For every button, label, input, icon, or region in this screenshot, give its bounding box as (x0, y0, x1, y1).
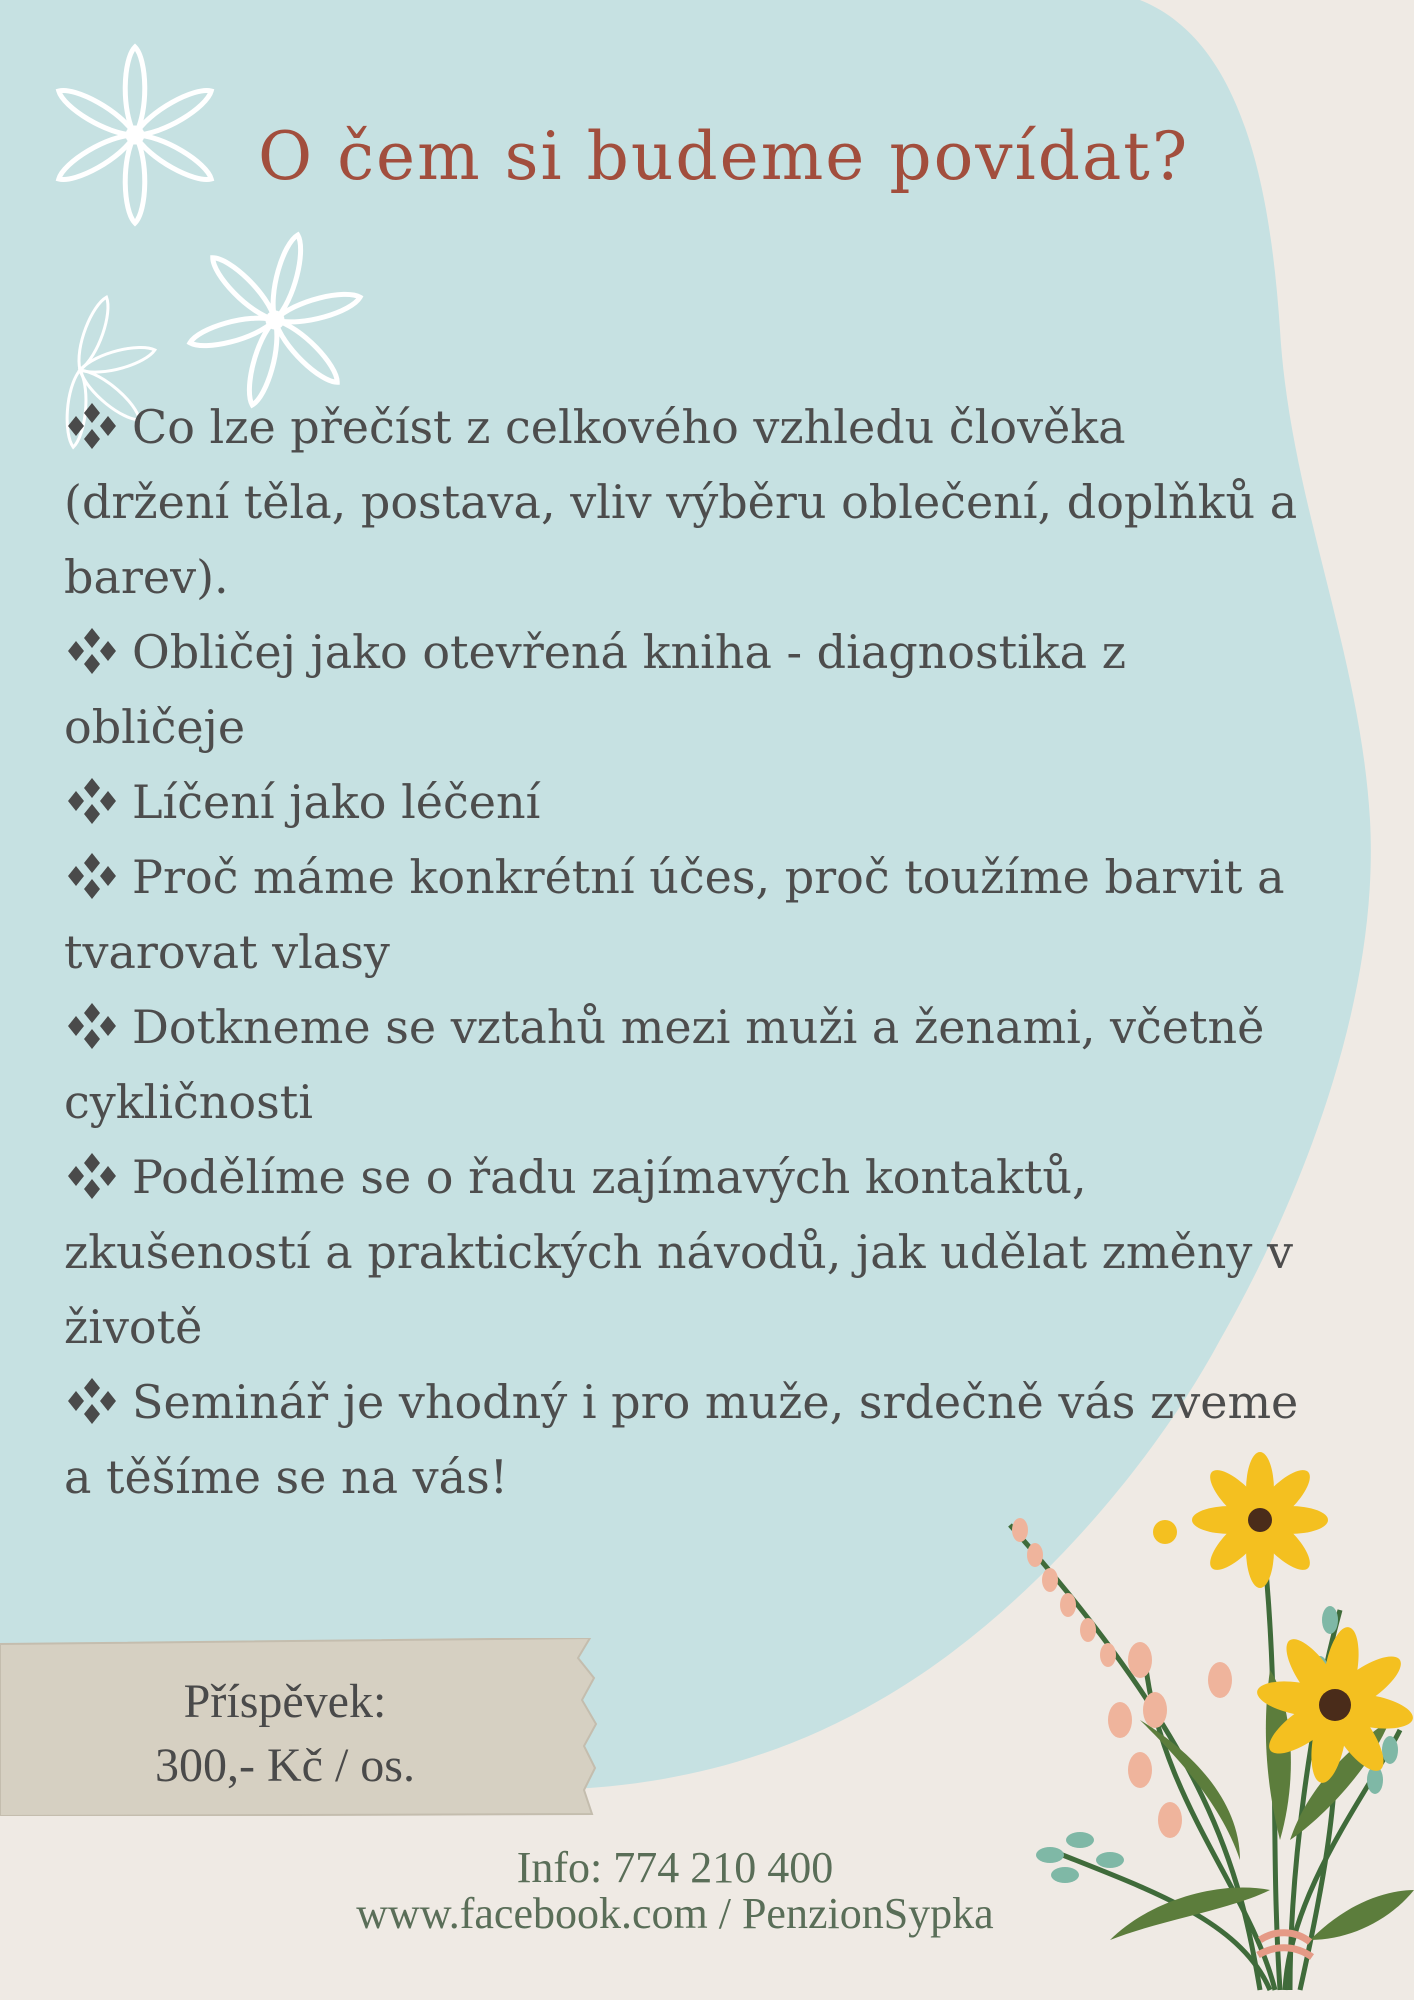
sunflower-icon (1192, 1452, 1328, 1588)
topic-text: Podělíme se o řadu zajímavých kontaktů, zkušeností a praktických návodů, jak udělat změny v životě (64, 1150, 1293, 1354)
topic-text: Líčení jako léčení (132, 775, 541, 829)
diamond-bullet-icon (64, 1001, 120, 1051)
contact-phone: Info: 774 210 400 (516, 1843, 834, 1892)
page-title: O čem si budeme povídat? (258, 118, 1190, 195)
diamond-bullet-icon (64, 851, 120, 901)
topic-list (64, 390, 1304, 1515)
list-item (64, 990, 1304, 1140)
facebook-link[interactable]: www.facebook.com / PenzionSypka (356, 1889, 994, 1938)
topic-text: Obličej jako otevřená kniha - diagnostika z obličeje (64, 625, 1126, 754)
topic-text: Co lze přečíst z celkového vzhledu člověka (držení těla, postava, vliv výběru oblečení, doplňků a barev). (64, 400, 1298, 604)
list-item (64, 840, 1304, 990)
topic-text: Seminář je vhodný i pro muže, srdečně vás zveme a těšíme se na vás! (64, 1375, 1299, 1504)
list-item (64, 390, 1304, 615)
topic-text: Proč máme konkrétní účes, proč toužíme barvit a tvarovat vlasy (64, 850, 1285, 979)
list-item (64, 765, 1304, 840)
flower-bouquet-illustration (990, 1420, 1414, 2000)
list-item (64, 1140, 1304, 1365)
diamond-bullet-icon (64, 401, 120, 451)
topic-text: Dotkneme se vztahů mezi muži a ženami, včetně cykličnosti (64, 1000, 1265, 1129)
diamond-bullet-icon (64, 776, 120, 826)
list-item (64, 615, 1304, 765)
price-box (75, 1670, 495, 1798)
price-label: Příspěvek: (183, 1675, 387, 1728)
diamond-bullet-icon (64, 626, 120, 676)
diamond-bullet-icon (64, 1376, 120, 1426)
price-value: 300,- Kč / os. (155, 1739, 415, 1792)
diamond-bullet-icon (64, 1151, 120, 1201)
footer-info (300, 1845, 1050, 1937)
